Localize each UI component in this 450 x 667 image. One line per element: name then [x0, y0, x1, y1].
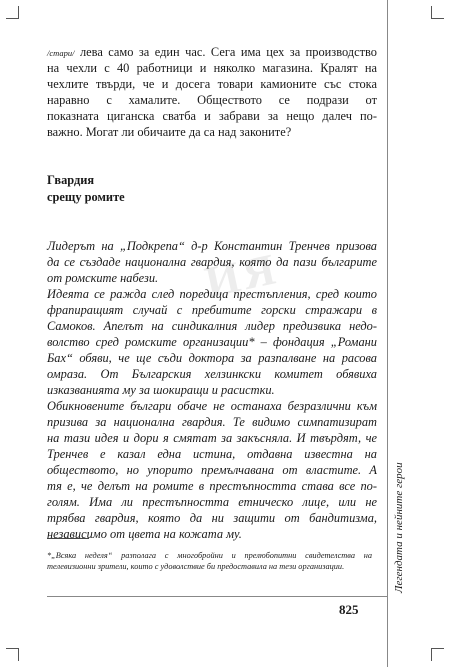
footnote-line-1: *„Всяка неделя“ разполага с многобройни и прелюбопитни свидетелства на: [47, 551, 372, 560]
top-line-1-text: лева само за един час. Сега има цех за производство: [74, 45, 377, 59]
body-line-19: независимо от цвета на кожата му.: [47, 527, 242, 541]
body-line-1: Лидерът на „Подкрепа“ д-р Константин Тренчев призова: [47, 239, 377, 253]
body-line-18: трябва гвардия, която да ни защити от бандитизма,: [47, 511, 377, 525]
page-number: 825: [339, 602, 359, 617]
crop-mark-top-left: [6, 6, 19, 19]
body-line-7: волство сред ромските организации* – фондация „Романи: [47, 335, 377, 349]
body-line-5: фрапиращият случай с пребитите горски стражари в: [47, 303, 377, 317]
body-line-6: Самоков. Апелът на синдикалния лидер предизвика недо-: [47, 319, 377, 333]
section-heading-line-1: Гвардия: [47, 173, 95, 187]
body-line-9: омраза. От Българския хелзинкски комитет обявиха: [47, 367, 377, 381]
footnote-line-2: телевизионни зрители, които с удоволствие би предоставила на тези организации.: [47, 562, 345, 571]
body-line-8: Бах“ обяви, че ще съди доктора за разпалване на расова: [47, 351, 377, 365]
crop-mark-bottom-right: [431, 648, 444, 661]
body-line-10: изказванията му за шокиращи и расистки.: [47, 383, 275, 397]
body-line-14: Тренчев е казал една истина, отдавна известна на: [47, 447, 377, 461]
crop-mark-top-right: [431, 6, 444, 19]
top-line-3: чехлите твърди, че и досега товари камионите със стока: [47, 77, 377, 91]
bottom-rule: [47, 596, 387, 597]
side-rule: [387, 0, 388, 667]
body-line-3: от ромските набези.: [47, 271, 159, 285]
running-title: Легендата и нейните герои: [393, 462, 405, 593]
body-line-15: обществото, но упорито премълчавана от властите. А: [47, 463, 377, 477]
top-line-2: на чехли с 40 работници и няколко магазина. Кралят на: [47, 61, 377, 75]
watermark: ИЯ: [200, 243, 284, 308]
body-line-11: Обикновените българи обаче не останаха безразлични към: [47, 399, 377, 413]
crop-mark-bottom-left: [6, 648, 19, 661]
body-line-13: на тази идея и дори я смятат за закъсняла. И твърдят, че: [47, 431, 377, 445]
body-line-12: призива за национална гвардия. Те видимо симпатизират: [47, 415, 377, 429]
top-line-6: важно. Могат ли обичаите да са над законите?: [47, 125, 292, 139]
top-line-1-prefix: /стари/: [47, 48, 75, 58]
body-line-17: голям. Има ли престъпността етническо лице, или не: [47, 495, 377, 509]
body-line-2: да се създаде национална гвардия, която да пази българите: [47, 255, 377, 269]
section-heading-line-2: срещу ромите: [47, 190, 125, 204]
body-line-16: тя е, че делът на ромите в престъпността става все по-: [47, 479, 377, 493]
footnote-rule: [47, 538, 89, 539]
top-line-4: наравно с хамалите. Обществото се подрази от: [47, 93, 377, 107]
body-line-4: Идеята се ражда след поредица престъпления, сред които: [47, 287, 377, 301]
top-line-5: показната циганска сватба и забрави за нещо далеч по-: [47, 109, 377, 123]
top-line-1: [47, 44, 377, 61]
